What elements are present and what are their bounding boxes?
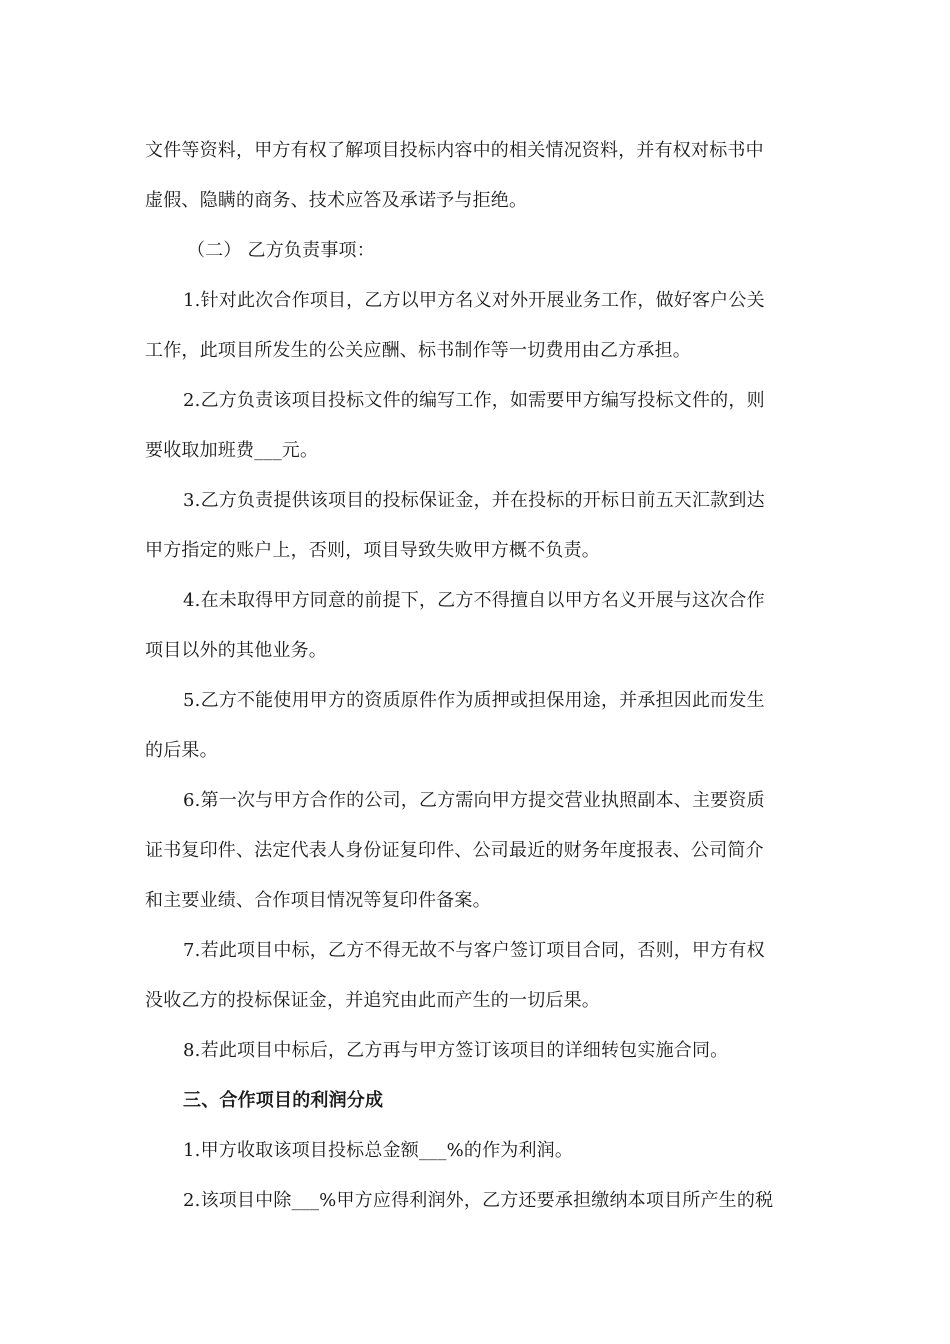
text-line: 4.在未取得甲方同意的前提下，乙方不得擅自以甲方名义开展与这次合作 [183, 590, 765, 611]
text-line: 2.乙方负责该项目投标文件的编写工作，如需要甲方编写投标文件的，则 [183, 390, 765, 411]
text-line: 虚假、隐瞒的商务、技术应答及承诺予与拒绝。 [145, 190, 528, 211]
text-line: 1.针对此次合作项目，乙方以甲方名义对外开展业务工作，做好客户公关 [183, 290, 765, 311]
clause-profit-1 [145, 1126, 807, 1176]
text-line: 和主要业绩、合作项目情况等复印件备案。 [145, 890, 491, 911]
text-line: 项目以外的其他业务。 [145, 640, 327, 661]
section-heading: 三、合作项目的利润分成 [183, 1090, 384, 1111]
section-heading-profit-sharing [145, 1076, 807, 1126]
clause-b-6 [145, 776, 807, 926]
document-body [145, 126, 807, 1226]
text-line: 3.乙方负责提供该项目的投标保证金，并在投标的开标日前五天汇款到达 [183, 490, 765, 511]
text-line: 文件等资料，甲方有权了解项目投标内容中的相关情况资料，并有权对标书中 [145, 140, 764, 161]
text-line: 甲方指定的账户上，否则，项目导致失败甲方概不负责。 [145, 540, 600, 561]
paragraph-continued-bid-documents [145, 126, 807, 226]
clause-b-5 [145, 676, 807, 776]
text-line: 1.甲方收取该项目投标总金额___%的作为利润。 [183, 1140, 574, 1161]
clause-b-2 [145, 376, 807, 476]
clause-b-1 [145, 276, 807, 376]
clause-b-4 [145, 576, 807, 676]
text-line: 工作，此项目所发生的公关应酬、标书制作等一切费用由乙方承担。 [145, 340, 691, 361]
text-line: 的后果。 [145, 740, 218, 761]
text-line: 7.若此项目中标，乙方不得无故不与客户签订项目合同，否则，甲方有权 [183, 940, 765, 961]
section-heading-party-b-duties [145, 226, 807, 276]
text-line: 2.该项目中除___%甲方应得利润外，乙方还要承担缴纳本项目所产生的税 [183, 1190, 774, 1211]
text-line: 证书复印件、法定代表人身份证复印件、公司最近的财务年度报表、公司简介 [145, 840, 764, 861]
text-line: 没收乙方的投标保证金，并追究由此而产生的一切后果。 [145, 990, 600, 1011]
clause-profit-2 [145, 1176, 807, 1226]
section-heading: （二） 乙方负责事项： [187, 240, 375, 261]
clause-b-8 [145, 1026, 807, 1076]
text-line: 要收取加班费___元。 [145, 440, 319, 461]
clause-b-3 [145, 476, 807, 576]
text-line: 6.第一次与甲方合作的公司，乙方需向甲方提交营业执照副本、主要资质 [183, 790, 765, 811]
text-line: 8.若此项目中标后，乙方再与甲方签订该项目的详细转包实施合同。 [183, 1040, 729, 1061]
text-line: 5.乙方不能使用甲方的资质原件作为质押或担保用途，并承担因此而发生 [183, 690, 765, 711]
clause-b-7 [145, 926, 807, 1026]
